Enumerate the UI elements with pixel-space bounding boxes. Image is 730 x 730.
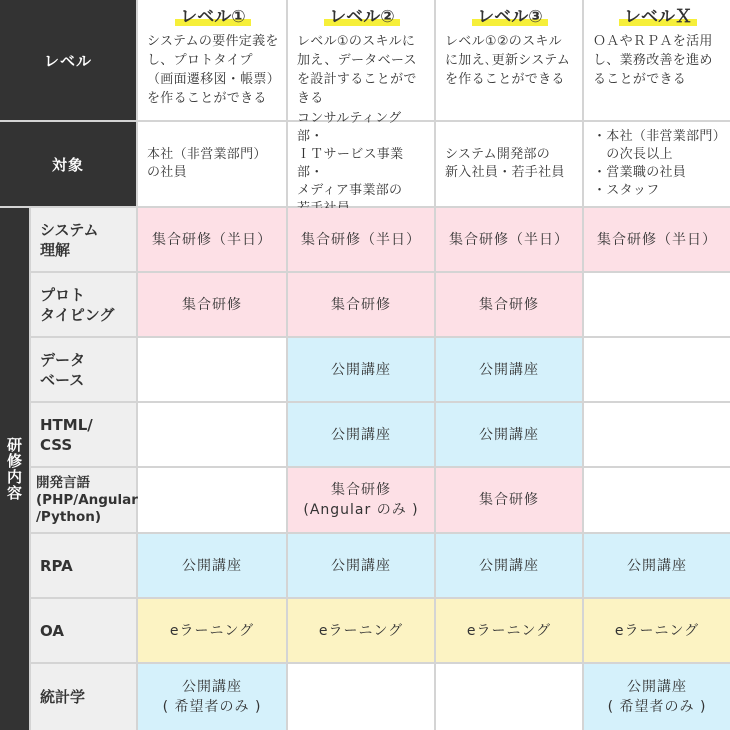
level-description: レベル①②のスキルに加え､更新システムを作ることができる [445,34,571,87]
level-column-4 [584,0,730,120]
target-cell-2 [288,111,434,206]
training-cell-text: 集合研修 [331,296,391,313]
training-cell-text: 公開講座 [331,557,391,574]
target-line: ・スタッフ [593,183,660,198]
training-cell [288,599,434,662]
training-header [0,208,29,730]
target-line: システム開発部の [445,147,551,162]
training-cell-text: 集合研修（半日） [597,231,717,248]
training-cell-text: eラーニング [169,622,255,639]
training-cell-text: 公開講座 ( 希望者のみ ) [607,679,707,715]
training-cell [584,273,730,336]
training-cell-text: 公開講座 ( 希望者のみ ) [162,679,262,715]
training-cell [288,338,434,401]
level-description: レベル①のスキルに加え、データベースを設計することができる [297,34,417,106]
level-column-1 [138,0,286,120]
training-cell [138,468,286,532]
row-label-text: データ ベース [40,350,86,389]
training-cell-text: 公開講座 [627,557,687,574]
row-label-text: HTML/ CSS [40,415,93,454]
level-header [0,0,136,120]
level-title-text: レベル③ [477,7,543,27]
level-column-2 [288,0,434,120]
training-cell-text: 集合研修（半日） [152,231,272,248]
row-label-8 [31,664,136,730]
training-cell-text: 公開講座 [479,557,539,574]
target-cell-1 [138,122,286,206]
training-header-label: 研修内容 [5,437,23,501]
training-cell-text: 集合研修 (Angular のみ ) [303,482,419,518]
training-cell [138,273,286,336]
target-header-label: 対象 [51,155,84,174]
training-cell-text: 集合研修 [479,492,539,508]
training-cell [436,403,582,466]
target-line: メディア事業部の [297,183,403,198]
training-cell [584,599,730,662]
training-cell [584,208,730,271]
training-cell-text: 公開講座 [479,361,539,378]
training-cell [288,273,434,336]
target-line: ・営業職の社員 [593,165,687,180]
level-description: システムの要件定義をし、プロトタイプ（画面遷移図・帳票）を作ることができる [147,34,279,106]
training-cell-text: 公開講座 [331,426,391,443]
training-cell-text: 集合研修 [182,296,242,313]
training-cell-text: 公開講座 [331,361,391,378]
target-header [0,122,136,206]
row-label-2 [31,273,136,336]
training-cell [288,403,434,466]
training-cell [138,599,286,662]
row-label-6 [31,534,136,597]
training-cell [436,664,582,730]
target-line: ＩＴサービス事業部・ [297,147,404,180]
training-cell [138,338,286,401]
target-line: コンサルティング部・ [297,111,402,144]
row-label-4 [31,403,136,466]
row-label-text: 統計学 [40,688,86,706]
training-cell [436,468,582,532]
target-line: ・本社（非営業部門） [593,129,727,144]
level-title-text: レベル② [329,7,395,27]
target-line: 本社（非営業部門） [147,147,267,162]
training-cell [436,534,582,597]
training-cell-text: 集合研修 [479,296,539,313]
level-title [147,6,279,28]
training-cell-text: 公開講座 [479,426,539,443]
training-cell-text: eラーニング [318,622,404,639]
target-line: 新入社員・若手社員 [445,165,565,180]
target-cell-4 [584,122,730,206]
training-cell-text: 集合研修（半日） [449,231,569,248]
training-cell [436,338,582,401]
target-cell-3 [436,122,582,206]
level-title [297,6,427,28]
row-label-text: 開発言語 (PHP/Angular /Python) [36,474,138,525]
level-column-3 [436,0,582,120]
row-label-1 [31,208,136,271]
level-title-text: レベルＸ [624,7,692,27]
target-line: の社員 [147,165,187,180]
training-cell-text: eラーニング [614,622,700,639]
level-header-label: レベル [43,51,92,70]
training-cell [584,403,730,466]
target-line: の次長以上 [593,147,673,162]
training-cell-text: 公開講座 [182,557,242,574]
level-description: ＯＡやＲＰＡを活用し、業務改善を進めることができる [593,34,713,87]
training-cell-text: 集合研修（半日） [301,231,421,248]
training-cell [138,208,286,271]
training-cell [436,208,582,271]
level-title [593,6,723,28]
training-cell [288,208,434,271]
row-label-text: プロト タイピング [40,285,115,324]
training-cell [288,664,434,730]
training-cell [288,468,434,532]
training-cell [584,664,730,730]
row-label-3 [31,338,136,401]
row-label-5 [31,468,136,532]
training-cell [584,338,730,401]
row-label-text: RPA [40,556,73,575]
training-cell [584,468,730,532]
training-cell [138,664,286,730]
training-cell [584,534,730,597]
row-label-text: OA [40,621,64,640]
training-cell [436,599,582,662]
row-label-text: システム 理解 [40,220,99,259]
level-title [445,6,575,28]
training-cell [138,403,286,466]
row-label-7 [31,599,136,662]
training-cell [436,273,582,336]
training-cell [288,534,434,597]
level-title-text: レベル① [180,7,246,27]
training-cell-text: eラーニング [466,622,552,639]
training-cell [138,534,286,597]
